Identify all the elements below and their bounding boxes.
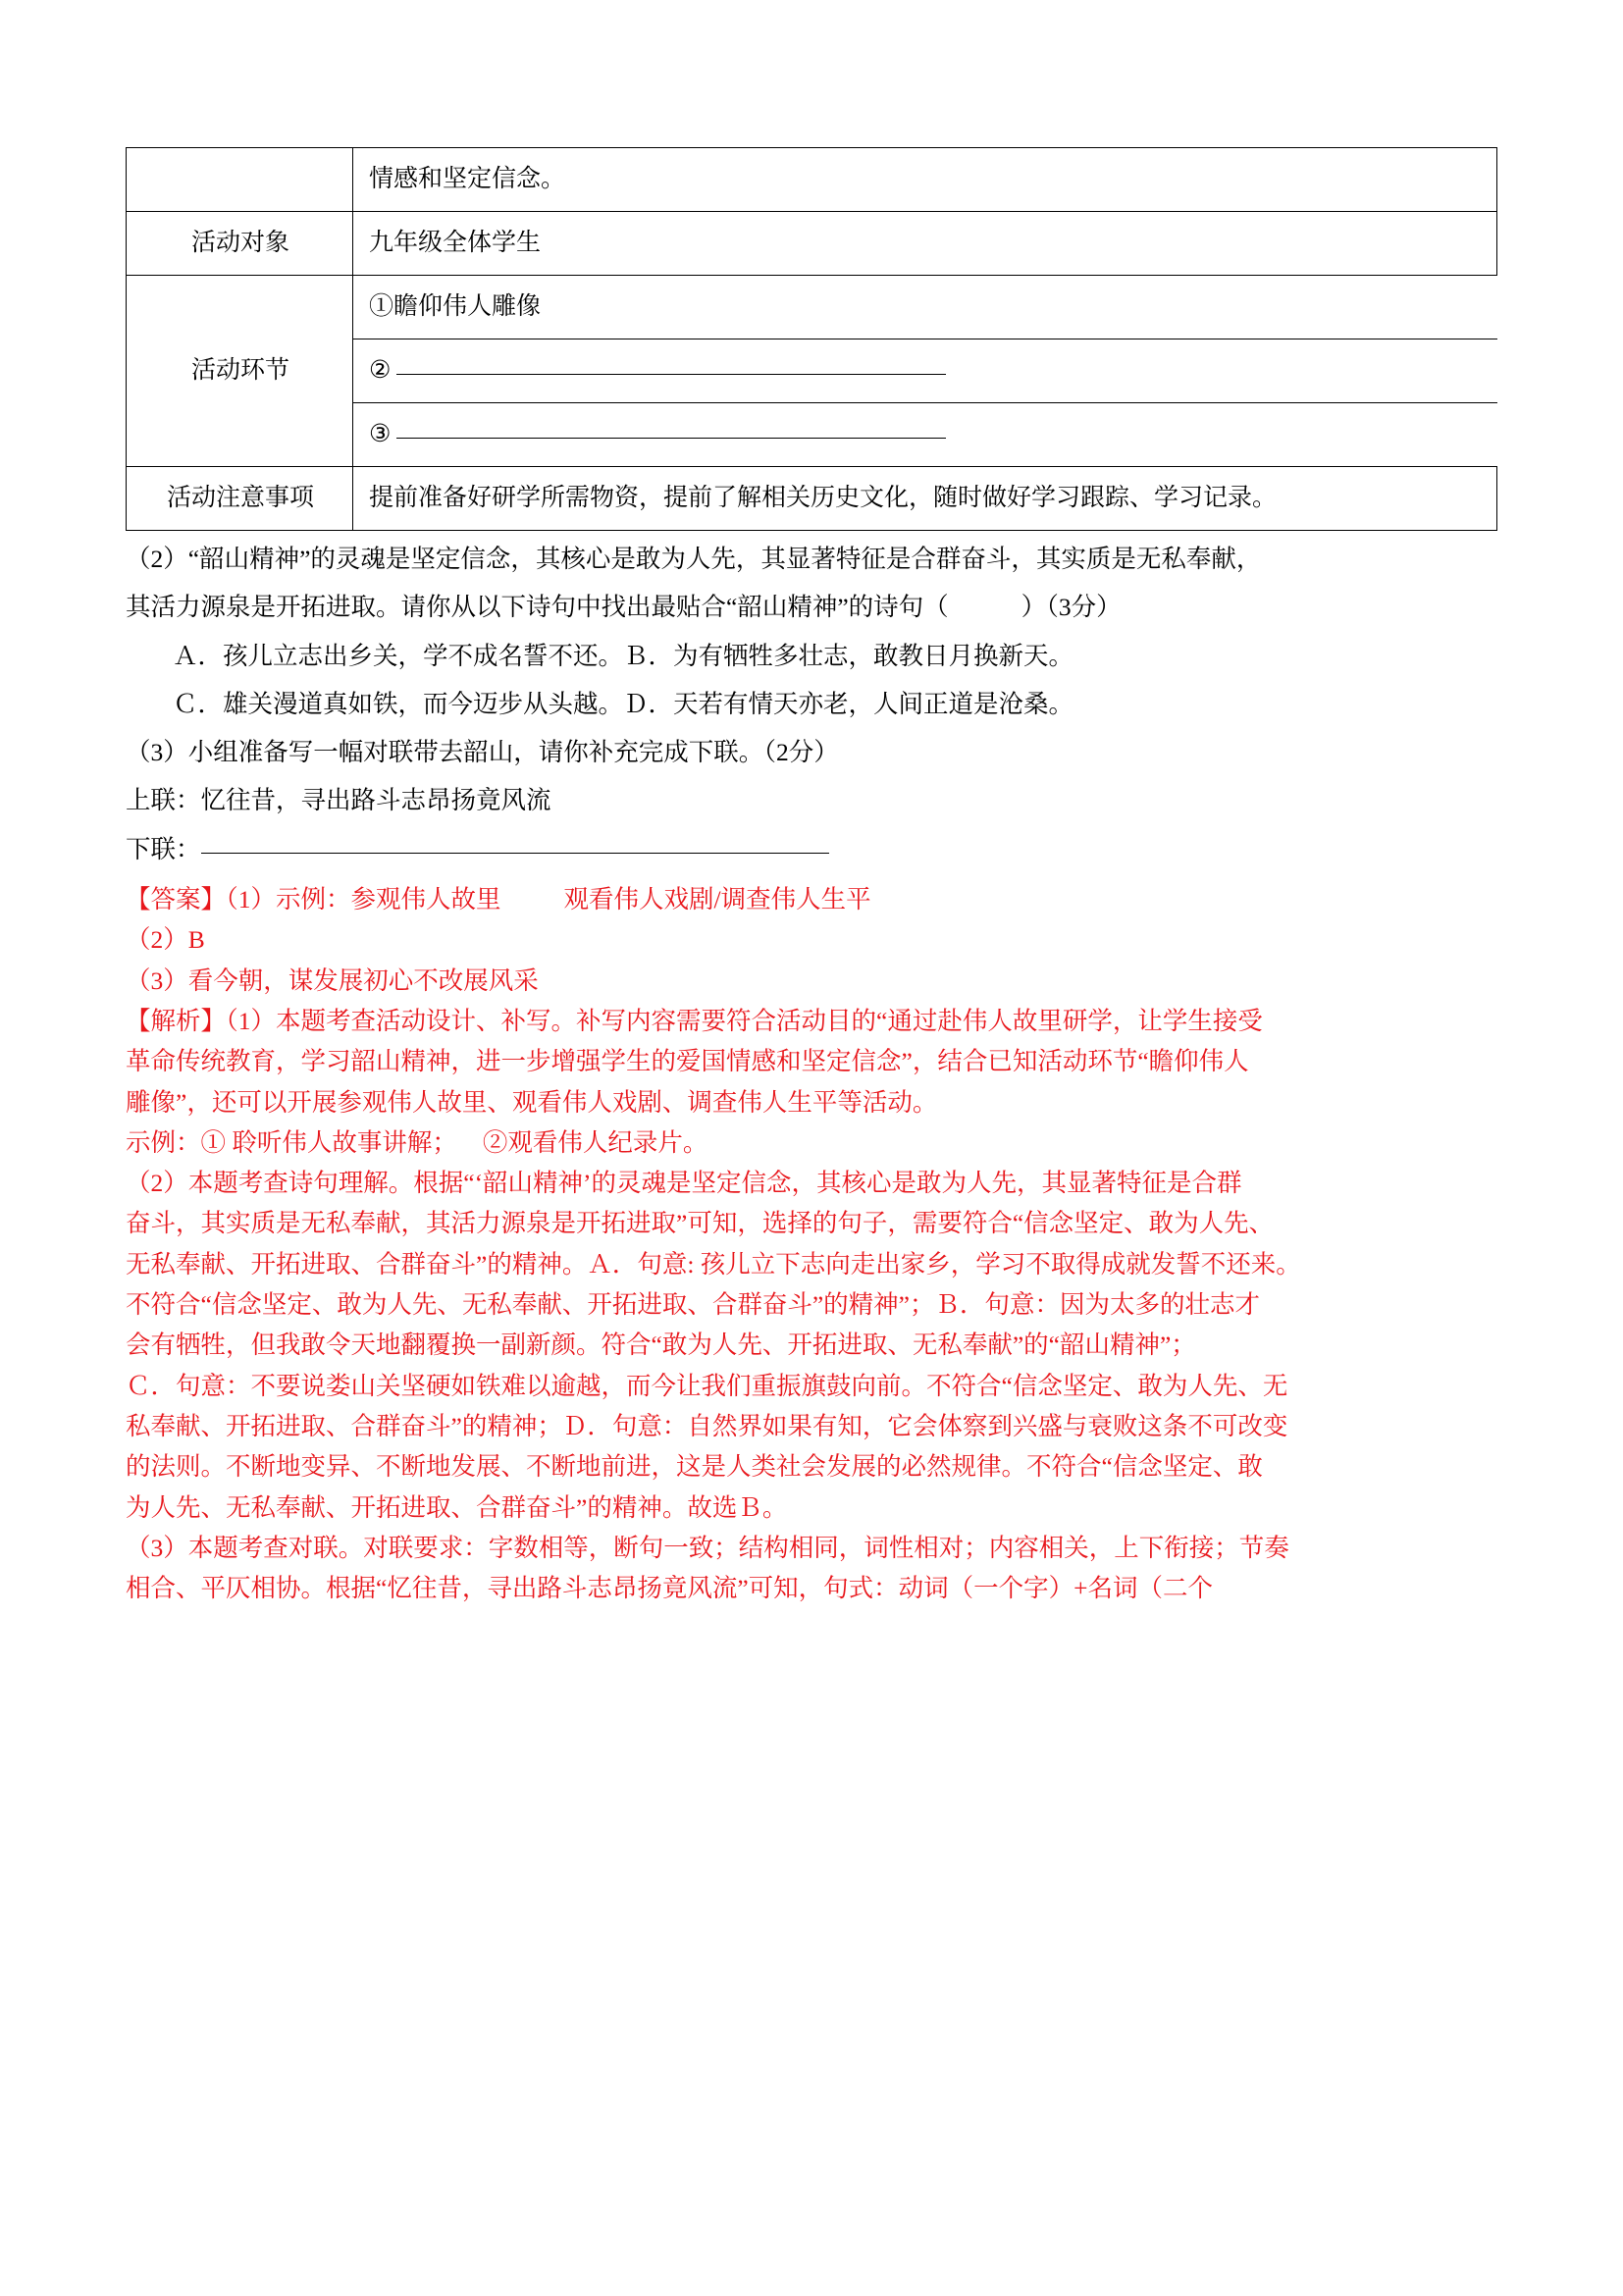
- step-marker: ③: [369, 421, 392, 448]
- table-cell-label-notes: 活动注意事项: [127, 467, 353, 531]
- step-marker: ②: [369, 357, 392, 385]
- answer-line-3: （3）看今朝，谋发展初心不改展风采: [126, 965, 539, 995]
- couplet-upper: 上联：忆往昔，寻出路斗志昂扬竟风流: [126, 786, 551, 815]
- table-cell-label: 活动对象: [127, 212, 353, 276]
- step-row: [353, 276, 1497, 339]
- analysis-header: 【解析】: [126, 1006, 227, 1035]
- analysis-example: [126, 1122, 1497, 1163]
- analysis-q2-line-3: 无私奉献、开拓进取、合群奋斗”的精神。Ａ．句意: 孩儿立下志向走出家乡，学习不取得成就发誓不还来。: [126, 1249, 1301, 1278]
- analysis-line-1: [126, 1001, 1497, 1041]
- analysis-q2-line-2: 奋斗，其实质是无私奉献，其活力源泉是开拓进取”可知，选择的句子，需要符合“信念坚定、敢为人先、: [126, 1209, 1275, 1238]
- table-cell-label: [127, 148, 353, 212]
- question-2-text-b: ）（3分）: [1021, 593, 1122, 622]
- table-cell-notes: 提前准备好研学所需物资，提前了解相关历史文化，随时做好学习跟踪、学习记录。: [353, 467, 1497, 531]
- analysis-q2-line-9: 为人先、无私奉献、开拓进取、合群奋斗”的精神。故选Ｂ。: [126, 1492, 788, 1522]
- table-cell-value: 情感和坚定信念。: [353, 148, 1497, 212]
- answer-line-2: （2）B: [126, 925, 205, 955]
- analysis-example-a: 示例：① 聆听伟人故事讲解；: [126, 1127, 457, 1157]
- couplet-lower: [126, 829, 1497, 869]
- question-2-line2: [126, 587, 1497, 627]
- step-row: [353, 403, 1497, 467]
- question-2-line1: （2）“韶山精神”的灵魂是坚定信念，其核心是敢为人先，其显著特征是合群奋斗，其实质是无私奉献，: [126, 545, 1262, 573]
- step-marker: ①: [369, 293, 394, 321]
- answer-1-prefix: （1）示例：参观伟人故里: [226, 885, 501, 914]
- answer-line-1: [126, 879, 1497, 919]
- step-row: [353, 339, 1497, 403]
- analysis-q2-line-6: Ｃ．句意：不要说娄山关坚硬如铁难以逾越，而今让我们重振旗鼓向前。不符合“信念坚定、敢为人先、无: [126, 1371, 1288, 1400]
- analysis-1a: （1）本题考查活动设计、补写。补写内容需要符合活动目的: [226, 1006, 877, 1035]
- options-line-2: Ｃ．雄关漫道真如铁，而今迈步从头越。Ｄ．天若有情天亦老，人间正道是沧桑。: [173, 689, 1074, 718]
- answer-1-suffix: 观看伟人戏剧/调查伟人生平: [563, 885, 871, 914]
- table-cell-steps: [353, 276, 1497, 467]
- analysis-example-b: ②观看伟人纪录片。: [482, 1127, 708, 1157]
- table-row: [127, 148, 1497, 212]
- table-cell-value: 九年级全体学生: [353, 212, 1497, 276]
- analysis-q2-line-4: 不符合“信念坚定、敢为人先、无私奉献、开拓进取、合群奋斗”的精神”；Ｂ．句意：因为太多的壮志才: [126, 1290, 1260, 1320]
- step-text: 瞻仰伟人雕像: [393, 293, 542, 321]
- analysis-line-3: 雕像”，还可以开展参观伟人故里、观看伟人戏剧、调查伟人生平等活动。: [126, 1087, 938, 1117]
- couplet-blank[interactable]: [201, 852, 829, 854]
- analysis-q2-line-1: （2）本题考查诗句理解。根据“‘韶山精神’的灵魂是坚定信念，其核心是敢为人先，其显著特征是合群: [126, 1169, 1242, 1198]
- question-2-text-a: 其活力源泉是开拓进取。请你从以下诗句中找出最贴合“韶山精神”的诗句（: [126, 593, 949, 622]
- analysis-q3-line-2: 相合、平仄相协。根据“忆往昔，寻出路斗志昂扬竟风流”可知，句式：动词（一个字）+名词（二个: [126, 1574, 1214, 1603]
- fill-in-blank[interactable]: [396, 373, 946, 375]
- step-cell: [353, 339, 1497, 403]
- analysis-q2-line-7: 私奉献、开拓进取、合群奋斗”的精神；Ｄ．句意：自然界如果有知，它会体察到兴盛与衰败这条不可改变: [126, 1411, 1288, 1440]
- answer-header: 【答案】: [126, 885, 227, 914]
- table-cell-label-steps: 活动环节: [127, 276, 353, 467]
- step-cell: [353, 276, 1497, 339]
- activity-plan-table: [126, 147, 1497, 531]
- analysis-q2-line-5: 会有牺牲，但我敢令天地翻覆换一副新颜。符合“敢为人先、开拓进取、无私奉献”的“韶山精神”；: [126, 1331, 1196, 1360]
- options-line-1: Ａ．孩儿立志出乡关，学不成名誓不还。Ｂ．为有牺牲多壮志，敢教日月换新天。: [173, 641, 1074, 670]
- question-3: （3）小组准备写一幅对联带去韶山，请你补充完成下联。（2分）: [126, 738, 839, 767]
- analysis-line-2: 革命传统教育，学习韶山精神，进一步增强学生的爱国情感和坚定信念”，结合已知活动环节“瞻仰伟人: [126, 1047, 1249, 1076]
- analysis-q2-line-8: 的法则。不断地变异、不断地发展、不断地前进，这是人类社会发展的必然规律。不符合“信念坚定、敢: [126, 1452, 1263, 1482]
- table-row-steps: [127, 276, 1497, 467]
- table-row-notes: [127, 467, 1497, 531]
- analysis-q3-line-1: （3）本题考查对联。对联要求：字数相等，断句一致；结构相同，词性相对；内容相关，上下衔接；节奏: [126, 1533, 1289, 1562]
- fill-in-blank[interactable]: [396, 437, 946, 439]
- couplet-lower-label: 下联：: [126, 834, 201, 863]
- step-cell: [353, 403, 1497, 467]
- table-row: [127, 212, 1497, 276]
- analysis-1b: “通过赴伟人故里研学，让学生接受: [876, 1006, 1263, 1035]
